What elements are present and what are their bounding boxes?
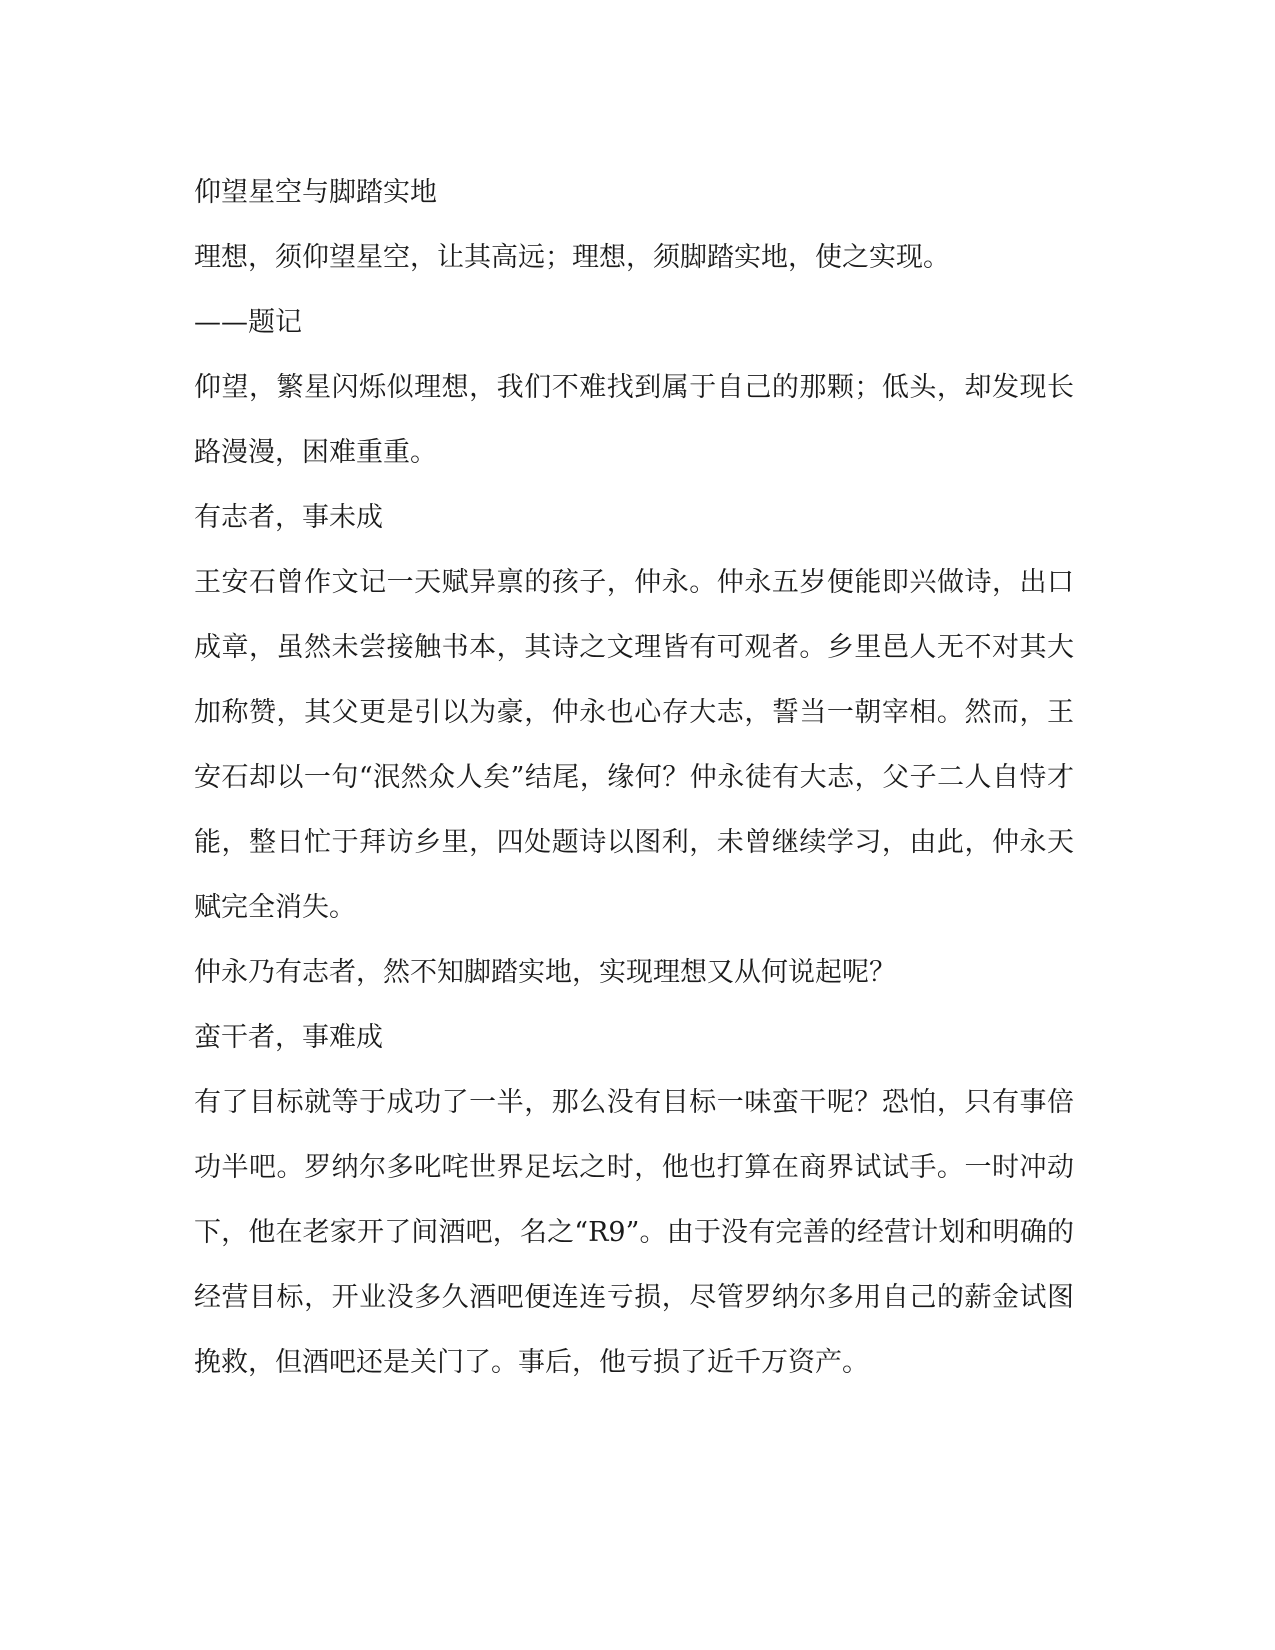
document-body bbox=[194, 160, 1074, 1395]
section-2-paragraph: 有了目标就等于成功了一半，那么没有目标一味蛮干呢？恐怕，只有事倍功半吧。罗纳尔多叱咤世界足坛之时，他也打算在商界试试手。一时冲动下，他在老家开了间酒吧，名之“R9”。由于没有完善的经营计划和明确的经营目标，开业没多久酒吧便连连亏损，尽管罗纳尔多用自己的薪金试图挽救，但酒吧还是关门了。事后，他亏损了近千万资产。 bbox=[194, 1087, 1074, 1378]
section-heading-2: 蛮干者，事难成 bbox=[194, 1022, 383, 1053]
epigraph: 理想，须仰望星空，让其高远；理想，须脚踏实地，使之实现。 bbox=[194, 242, 950, 273]
section-1-paragraph: 王安石曾作文记一天赋异禀的孩子，仲永。仲永五岁便能即兴做诗，出口成章，虽然未尝接触书本，其诗之文理皆有可观者。乡里邑人无不对其大加称赞，其父更是引以为豪，仲永也心存大志，誓当一朝宰相。然而，王安石却以一句“泯然众人矣”结尾，缘何？仲永徒有大志，父子二人自恃才能，整日忙于拜访乡里，四处题诗以图利，未曾继续学习，由此，仲永天赋完全消失。 bbox=[194, 567, 1074, 923]
section-heading-1: 有志者，事未成 bbox=[194, 502, 383, 533]
document-title: 仰望星空与脚踏实地 bbox=[194, 177, 437, 208]
epigraph-attribution: ——题记 bbox=[194, 307, 302, 338]
section-1-conclusion: 仲永乃有志者，然不知脚踏实地，实现理想又从何说起呢？ bbox=[194, 957, 896, 988]
intro-paragraph: 仰望，繁星闪烁似理想，我们不难找到属于自己的那颗；低头，却发现长路漫漫，困难重重。 bbox=[194, 372, 1074, 468]
